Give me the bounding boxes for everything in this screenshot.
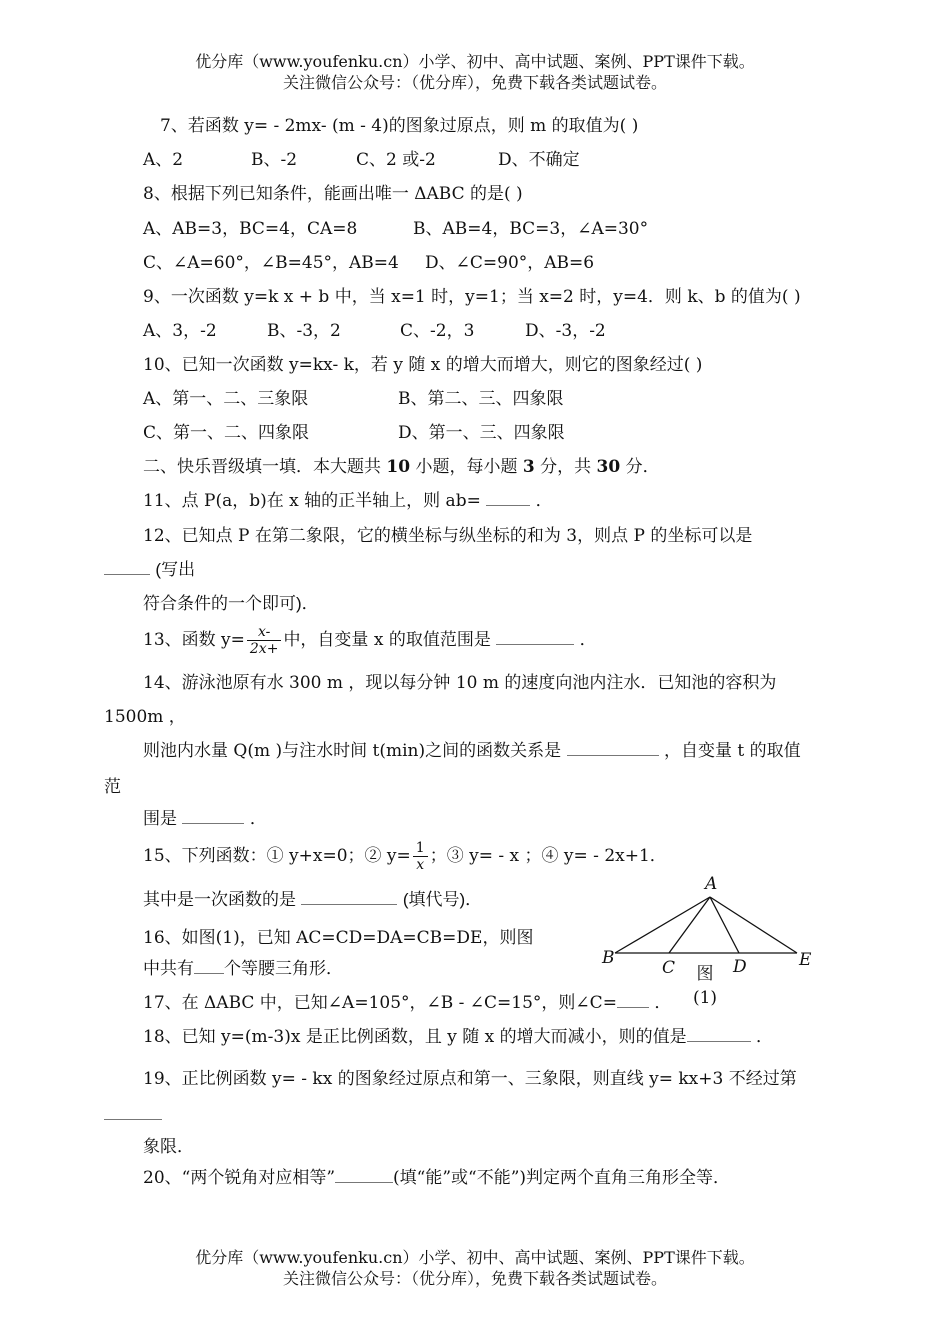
q11 bbox=[143, 490, 553, 512]
figure-caption-line-2: (1) bbox=[692, 988, 718, 1008]
q7-option-a: A、2 bbox=[143, 150, 184, 170]
figure-caption bbox=[690, 962, 720, 1010]
section-2-prefix: 二、快乐晋级填一填．本大题共 bbox=[143, 457, 381, 477]
figure-label-b: B bbox=[602, 948, 615, 968]
q10-stem: 10、已知一次函数 y=kx- k，若 y 随 x 的增大而增大，则它的图象经过( ) bbox=[143, 355, 703, 375]
q14-line-5-text: 围是 bbox=[143, 809, 177, 829]
q10-option-a: A、第一、二、三象限 bbox=[143, 389, 309, 409]
q20-answer-blank[interactable] bbox=[335, 1168, 393, 1183]
q13-mid: 中，自变量 x 的取值范围是 bbox=[283, 630, 491, 650]
q20-tail: (填“能”或“不能”)判定两个直角三角形全等． bbox=[393, 1168, 731, 1188]
q13 bbox=[143, 620, 597, 660]
q14-line-3 bbox=[143, 740, 801, 762]
q19-answer-blank[interactable] bbox=[104, 1105, 162, 1120]
segment-a-e bbox=[710, 897, 797, 953]
q17-end: ． bbox=[654, 993, 672, 1013]
q19-line-3: 象限． bbox=[143, 1137, 194, 1157]
q8-option-b: B、AB=4，BC=3，∠A=30° bbox=[413, 219, 649, 239]
q13-fraction bbox=[247, 624, 282, 657]
q16-line-2 bbox=[143, 958, 343, 980]
q14-line-3-text: 则池内水量 Q(m )与注水时间 t(min)之间的函数关系是 bbox=[143, 741, 562, 761]
q8-option-d: D、∠C=90°，AB=6 bbox=[425, 253, 595, 273]
q15-line-2-text: 其中是一次函数的是 bbox=[143, 890, 296, 910]
q14-range-blank[interactable] bbox=[182, 809, 244, 824]
header-line-1: 优分库（www.youfenku.cn）小学、初中、高中试题、案例、PPT课件下载。 bbox=[195, 52, 755, 71]
q11-answer-blank[interactable] bbox=[486, 491, 530, 506]
section-2-heading bbox=[143, 456, 660, 478]
figure-label-d: D bbox=[733, 957, 747, 977]
q15-denominator: x bbox=[416, 857, 425, 873]
q9-option-b: B、-3，2 bbox=[267, 321, 341, 341]
q15-hint: (填代号)． bbox=[402, 890, 483, 909]
q12-line-1: 12、已知点 P 在第二象限，它的横坐标与纵坐标的和为 3，则点 P 的坐标可以是 bbox=[143, 526, 753, 546]
q18-end: ． bbox=[756, 1027, 774, 1047]
section-2-mid2: 分，共 bbox=[540, 457, 592, 477]
q9-stem: 9、一次函数 y=k x + b 中，当 x=1 时，y=1；当 x=2 时，y=4．则 k、b 的值为( ) bbox=[143, 287, 801, 307]
footer-line-2: 关注微信公众号：（优分库），免费下载各类试题试卷。 bbox=[282, 1269, 667, 1288]
q13-denominator: 2x+ bbox=[249, 641, 279, 657]
section-2-suffix: 分． bbox=[625, 457, 660, 477]
q18-answer-blank[interactable] bbox=[687, 1027, 751, 1042]
q17-answer-blank[interactable] bbox=[617, 993, 649, 1008]
footer-line-1: 优分库（www.youfenku.cn）小学、初中、高中试题、案例、PPT课件下载。 bbox=[195, 1248, 755, 1267]
q20-text: 20、“两个锐角对应相等” bbox=[143, 1168, 336, 1188]
q15 bbox=[143, 836, 667, 876]
figure-label-e: E bbox=[799, 950, 812, 970]
q18 bbox=[143, 1026, 773, 1048]
q12-hint: (写出 bbox=[155, 560, 196, 579]
q15-numerator: 1 bbox=[413, 840, 428, 857]
q10-option-b: B、第二、三、四象限 bbox=[398, 389, 564, 409]
q17-text: 17、在 ΔABC 中，已知∠A=105°，∠B - ∠C=15°，则∠C= bbox=[143, 993, 617, 1013]
q10-option-d: D、第一、三、四象限 bbox=[398, 423, 565, 443]
q7-option-b: B、-2 bbox=[251, 150, 298, 170]
q13-text: 13、函数 y= bbox=[143, 630, 245, 650]
q14-line-1: 14、游泳池原有水 300 m ，现以每分钟 10 m 的速度向池内注水．已知池的容积为 bbox=[143, 673, 777, 693]
q9-option-c: C、-2，3 bbox=[400, 321, 475, 341]
q8-stem: 8、根据下列已知条件，能画出唯一 ΔABC 的是( ) bbox=[143, 184, 523, 204]
q7-option-c: C、2 或-2 bbox=[356, 150, 436, 170]
q12-line-3: 符合条件的一个即可)． bbox=[143, 594, 319, 613]
q10-option-c: C、第一、二、四象限 bbox=[143, 423, 310, 443]
header-line-2: 关注微信公众号：（优分库），免费下载各类试题试卷。 bbox=[282, 73, 667, 92]
figure-label-a: A bbox=[705, 874, 718, 894]
section-2-total: 30 bbox=[596, 457, 621, 477]
q18-text: 18、已知 y=(m-3)x 是正比例函数，且 y 随 x 的增大而减小，则的值是 bbox=[143, 1027, 687, 1047]
q15-text: 15、下列函数：① y+x=0；② y= bbox=[143, 846, 411, 866]
q11-text: 11、点 P(a，b)在 x 轴的正半轴上，则 ab= bbox=[143, 491, 481, 511]
q13-answer-blank[interactable] bbox=[496, 630, 574, 645]
q9-option-d: D、-3，-2 bbox=[525, 321, 606, 341]
q15-tail: ；③ y= - x ；④ y= - 2x+1． bbox=[429, 846, 667, 866]
q11-end: ． bbox=[535, 491, 553, 511]
q15-line-2 bbox=[143, 889, 482, 911]
q19-line-2 bbox=[104, 1104, 162, 1126]
q14-end: ． bbox=[249, 809, 267, 829]
segment-a-b bbox=[615, 897, 710, 953]
q12-line-2 bbox=[104, 559, 195, 581]
q16-line-1: 16、如图(1)，已知 AC=CD=DA=CB=DE，则图 bbox=[143, 928, 534, 948]
q14-line-4: 范 bbox=[104, 777, 121, 797]
q16-line-2-text: 中共有 bbox=[143, 959, 194, 979]
q8-option-c: C、∠A=60°，∠B=45°，AB=4 bbox=[143, 253, 399, 273]
q9-option-a: A、3，-2 bbox=[143, 321, 217, 341]
segment-a-d bbox=[710, 897, 739, 953]
q7-option-d: D、不确定 bbox=[498, 150, 580, 170]
section-2-count: 10 bbox=[386, 457, 411, 477]
q19-line-1: 19、正比例函数 y= - kx 的图象经过原点和第一、三象限，则直线 y= kx+3 不经过第 bbox=[143, 1069, 797, 1089]
figure-label-c: C bbox=[662, 958, 676, 978]
q12-answer-blank[interactable] bbox=[104, 560, 150, 575]
q17 bbox=[143, 992, 671, 1014]
q14-function-blank[interactable] bbox=[567, 741, 659, 756]
q20 bbox=[143, 1167, 730, 1189]
q14-line-2: 1500m ， bbox=[104, 707, 186, 727]
q8-option-a: A、AB=3，BC=4，CA=8 bbox=[143, 219, 358, 239]
q14-line-5 bbox=[143, 808, 267, 830]
section-2-mid1: 小题，每小题 bbox=[415, 457, 518, 477]
segment-a-c bbox=[669, 897, 710, 953]
q13-numerator: x- bbox=[247, 624, 282, 641]
section-2-each: 3 bbox=[522, 457, 535, 477]
q16-answer-blank[interactable] bbox=[194, 959, 224, 974]
q14-line-3-tail: ，自变量 t 的取值 bbox=[663, 741, 801, 761]
q7-stem: 7、若函数 y= - 2mx- (m - 4)的图象过原点，则 m 的取值为( ) bbox=[160, 116, 639, 136]
q16-line-2-tail: 个等腰三角形． bbox=[224, 959, 343, 979]
q15-fraction bbox=[413, 840, 428, 873]
q13-end: ． bbox=[579, 630, 597, 650]
q15-answer-blank[interactable] bbox=[301, 890, 397, 905]
figure-caption-line-1: 图 bbox=[696, 964, 714, 984]
